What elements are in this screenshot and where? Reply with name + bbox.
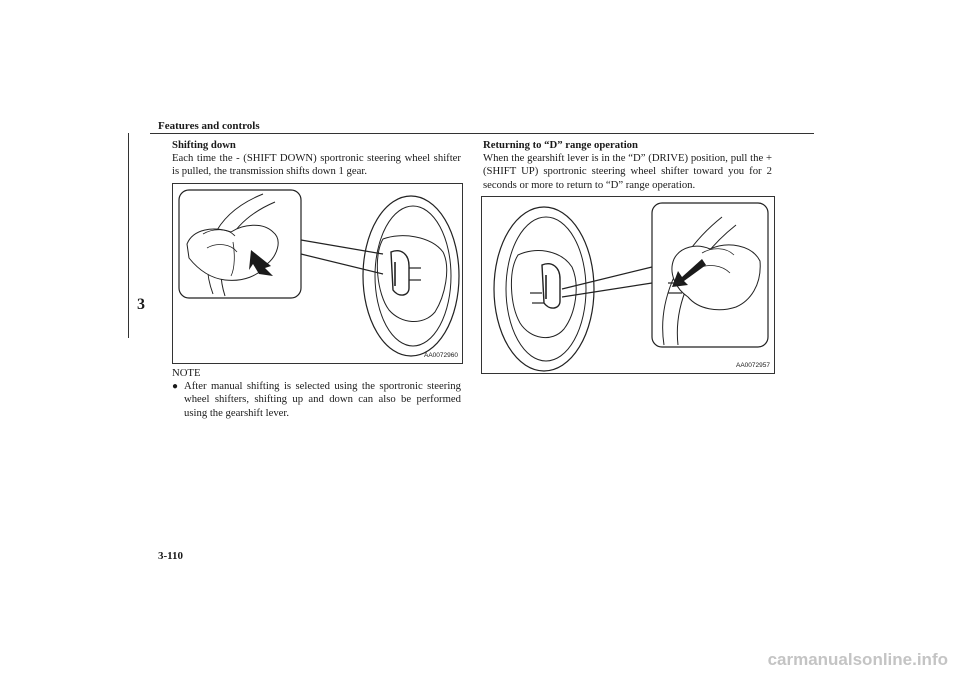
note-block xyxy=(172,367,461,420)
figure-code-right: AA0072957 xyxy=(736,362,770,369)
chapter-tab-rule xyxy=(128,133,129,338)
shift-up-illustration xyxy=(481,196,775,374)
figure-code-left: AA0072960 xyxy=(424,352,458,359)
shifting-down-heading: Shifting down xyxy=(172,139,236,151)
header-rule xyxy=(150,133,814,134)
left-column xyxy=(172,139,461,179)
page-number: 3-110 xyxy=(158,550,184,562)
shift-down-illustration xyxy=(172,183,463,364)
chapter-number: 3 xyxy=(137,296,145,313)
watermark: carmanualsonline.info xyxy=(767,650,948,669)
returning-d-heading: Returning to “D” range operation xyxy=(483,139,638,151)
shift-down-drawing xyxy=(173,184,462,363)
section-title: Features and controls xyxy=(158,120,260,132)
note-text: After manual shifting is selected using the sportronic steering wheel shifters, shifting up and down can also be performed using the gearshift lever. xyxy=(184,380,461,419)
shifting-down-text: Each time the - (SHIFT DOWN) sportronic steering wheel shifter is pulled, the transmission shifts down 1 gear. xyxy=(172,152,461,178)
shift-up-drawing xyxy=(482,197,774,373)
returning-d-text: When the gearshift lever is in the “D” (DRIVE) position, pull the + (SHIFT UP) sportronic steering wheel shifter toward you for 2 seconds or more to return to “D” range operation. xyxy=(483,152,772,191)
note-item xyxy=(172,380,461,420)
note-label: NOTE xyxy=(172,367,201,379)
bullet-icon: ● xyxy=(172,381,179,393)
right-column xyxy=(483,139,772,192)
